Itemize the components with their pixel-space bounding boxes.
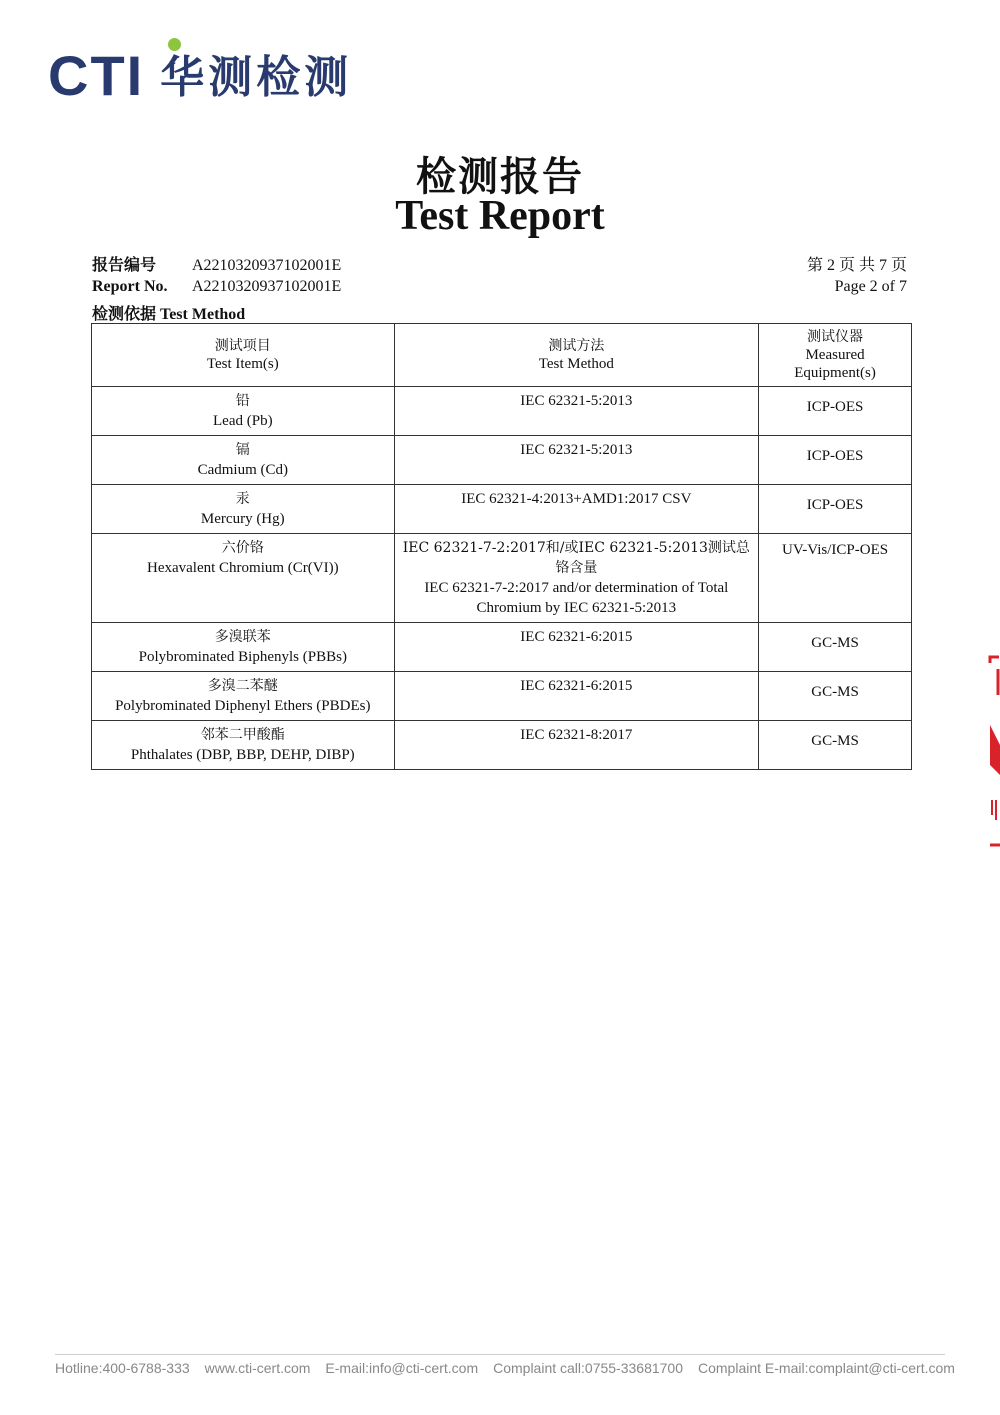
table-row [92, 672, 912, 721]
footer-email[interactable]: E-mail:info@cti-cert.com [325, 1360, 479, 1376]
report-number-label-en: Report No. [92, 278, 168, 295]
page-title-en: Test Report [395, 193, 605, 239]
company-logo [48, 38, 352, 108]
equipment: GC-MS [811, 635, 859, 651]
table-row [92, 485, 912, 534]
method-en: IEC 62321-6:2015 [520, 629, 633, 645]
logo-wordmark: CTI [48, 44, 145, 107]
equipment: GC-MS [811, 733, 859, 749]
item-en: Polybrominated Diphenyl Ethers (PBDEs) [115, 698, 371, 714]
equipment: ICP-OES [806, 497, 864, 513]
item-cn: 多溴二苯醚 [207, 678, 278, 694]
test-method-heading: 检测依据 Test Method [92, 306, 246, 323]
header-equipment [759, 324, 912, 387]
header-test-method-cn: 测试方法 [548, 338, 605, 354]
equipment: GC-MS [811, 684, 859, 700]
logo-chinese-name: 华测检测 [160, 52, 353, 103]
table-row [92, 387, 912, 436]
report-number-label-cn: 报告编号 [92, 257, 157, 274]
test-method-table [91, 323, 912, 770]
footer-divider [55, 1354, 945, 1355]
method-cn: IEC 62321-7-2:2017和/或IEC 62321-5:2013测试总铬含量 [402, 540, 750, 576]
header-test-item-en: Test Item(s) [206, 356, 279, 372]
item-cn: 铅 [235, 393, 250, 409]
item-cn: 邻苯二甲酸酯 [200, 727, 285, 743]
page-title-cn: 检测报告 [416, 153, 584, 200]
page-indicator [807, 255, 907, 297]
red-seal-stamp-icon [984, 655, 1000, 850]
item-en: Phthalates (DBP, BBP, DEHP, DIBP) [130, 747, 355, 763]
item-en: Lead (Pb) [213, 413, 273, 429]
item-cn: 多溴联苯 [214, 629, 271, 645]
method-en: IEC 62321-7-2:2017 and/or determination of Total Chromium by IEC 62321-5:2013 [424, 580, 729, 616]
logo-dot-icon [168, 38, 181, 51]
equipment: ICP-OES [806, 448, 864, 464]
method-en: IEC 62321-8:2017 [520, 727, 633, 743]
item-en: Mercury (Hg) [200, 511, 285, 527]
equipment: ICP-OES [806, 399, 864, 415]
equipment: UV-Vis/ICP-OES [782, 542, 889, 558]
footer-complaint-email[interactable]: Complaint E-mail:complaint@cti-cert.com [698, 1360, 955, 1376]
footer-website[interactable]: www.cti-cert.com [204, 1360, 311, 1376]
method-en: IEC 62321-4:2013+AMD1:2017 CSV [461, 491, 692, 507]
footer [55, 1360, 955, 1376]
method-en: IEC 62321-5:2013 [520, 393, 633, 409]
page-indicator-cn: 第 2 页 共 7 页 [806, 257, 907, 274]
table-header-row [92, 324, 912, 387]
header-test-method-en: Test Method [538, 356, 614, 372]
header-equipment-cn: 测试仪器 [807, 329, 864, 345]
footer-hotline: Hotline:400-6788-333 [55, 1360, 190, 1376]
header-test-item [92, 324, 395, 387]
item-cn: 汞 [235, 491, 250, 507]
header-equipment-en: Measured Equipment(s) [794, 347, 876, 381]
table-row [92, 721, 912, 770]
report-number-value-en: A2210320937102001E [192, 278, 342, 295]
method-en: IEC 62321-6:2015 [520, 678, 633, 694]
page-indicator-en: Page 2 of 7 [834, 278, 907, 295]
table-row [92, 623, 912, 672]
report-number-block [92, 255, 341, 297]
method-en: IEC 62321-5:2013 [520, 442, 633, 458]
footer-complaint-call: Complaint call:0755-33681700 [493, 1360, 684, 1376]
header-test-item-cn: 测试项目 [214, 338, 271, 354]
table-row [92, 534, 912, 623]
table-row [92, 436, 912, 485]
item-en: Polybrominated Biphenyls (PBBs) [138, 649, 347, 665]
item-en: Cadmium (Cd) [197, 462, 288, 478]
header-test-method [394, 324, 759, 387]
item-en: Hexavalent Chromium (Cr(VI)) [146, 560, 339, 576]
report-number-value-cn: A2210320937102001E [192, 257, 342, 274]
item-cn: 六价铬 [221, 540, 264, 556]
item-cn: 镉 [235, 442, 250, 458]
